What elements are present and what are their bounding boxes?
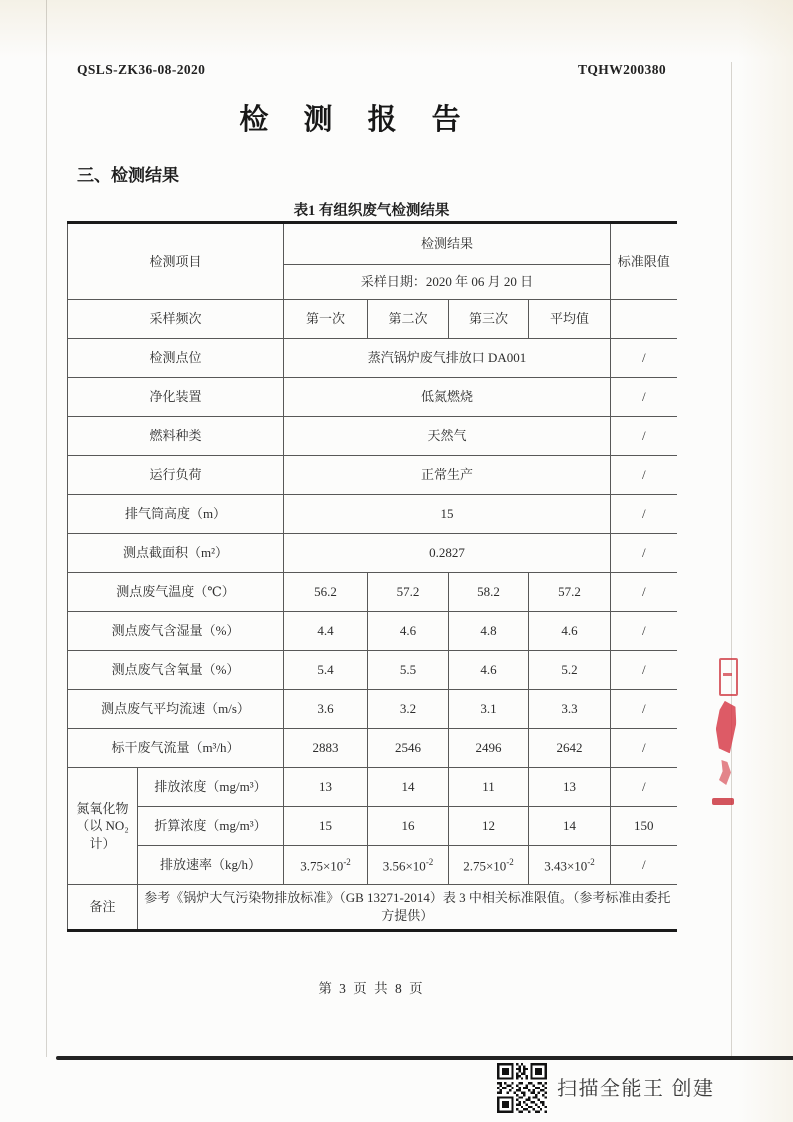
limit-cell: /	[611, 651, 677, 690]
value-cell: 2496	[449, 729, 529, 768]
row-label-cell: 测点废气温度（℃）	[68, 573, 284, 612]
scanner-watermark-text: 扫描全能王 创建	[557, 1078, 715, 1100]
limit-cell: /	[611, 417, 677, 456]
value-cell	[449, 846, 529, 885]
value-cell: 4.6	[449, 651, 529, 690]
info-row	[68, 339, 677, 378]
rate-base: 3.75×10	[300, 857, 344, 873]
value-cell: 11	[449, 768, 529, 807]
remark-text-cell: 参考《锅炉大气污染物排放标准》（GB 13271-2014）表 3 中相关标准限值。（参考标准由委托方提供）	[138, 885, 677, 931]
remark-label-cell: 备注	[68, 885, 138, 931]
frequency-cell: 平均值	[529, 300, 611, 339]
limit-cell: /	[611, 690, 677, 729]
value-cell: 2546	[368, 729, 449, 768]
page-number-indicator: 第 3 页 共 8 页	[318, 981, 425, 996]
value-cell: 58.2	[449, 573, 529, 612]
value-cell: 4.8	[449, 612, 529, 651]
row-label-cell: 测点废气含湿量（%）	[68, 612, 284, 651]
red-stamp-fragment	[712, 798, 734, 805]
page-fold-right	[731, 62, 732, 1057]
row-label-cell: 净化装置	[68, 378, 284, 417]
nox-group-line1: 氮氧化物	[76, 800, 129, 816]
rate-exponent: -2	[425, 856, 434, 867]
limit-cell: /	[611, 768, 677, 807]
row-label-cell: 排放速率（kg/h）	[138, 846, 284, 885]
limit-cell: /	[611, 495, 677, 534]
rate-exponent: -2	[343, 856, 351, 867]
nox-row	[68, 768, 677, 807]
row-label-cell: 测点废气平均流速（m/s）	[68, 690, 284, 729]
value-cell: 4.6	[529, 612, 611, 651]
value-cell: 3.6	[284, 690, 368, 729]
data-row	[68, 612, 677, 651]
results-table	[67, 221, 677, 932]
info-row	[68, 456, 677, 495]
value-cell: 15	[284, 807, 368, 846]
section-heading: 三、检测结果	[77, 166, 179, 185]
value-cell: 3.2	[368, 690, 449, 729]
limit-cell: /	[611, 378, 677, 417]
report-title: 检 测 报 告	[239, 104, 475, 136]
qr-code-icon	[497, 1063, 547, 1113]
value-cell: 3.1	[449, 690, 529, 729]
limit-cell: /	[611, 846, 677, 885]
data-row	[68, 651, 677, 690]
value-cell: 57.2	[368, 573, 449, 612]
info-row	[68, 378, 677, 417]
rate-exponent: -2	[587, 856, 595, 867]
value-cell: 正常生产	[284, 456, 611, 495]
value-cell: 56.2	[284, 573, 368, 612]
header-result-cell: 检测结果	[284, 223, 611, 265]
row-label-cell: 燃料种类	[68, 417, 284, 456]
value-cell: 2883	[284, 729, 368, 768]
nox-group-line2: （以 NO₂ 计）	[76, 818, 129, 851]
limit-cell: /	[611, 339, 677, 378]
value-cell: 14	[529, 807, 611, 846]
header-row	[68, 223, 677, 265]
row-label-cell: 排气筒高度（m）	[68, 495, 284, 534]
value-cell: 4.6	[368, 612, 449, 651]
value-cell: 13	[529, 768, 611, 807]
value-cell: 14	[368, 768, 449, 807]
nox-rate-row	[68, 846, 677, 885]
value-cell: 天然气	[284, 417, 611, 456]
nox-group-cell	[68, 768, 138, 885]
value-cell: 13	[284, 768, 368, 807]
header-limit-cell: 标准限值	[611, 223, 677, 300]
value-cell: 蒸汽锅炉废气排放口 DA001	[284, 339, 611, 378]
frequency-row	[68, 300, 677, 339]
page-edge-left	[46, 0, 47, 1057]
remark-row	[68, 885, 677, 931]
frequency-cell: 第三次	[449, 300, 529, 339]
limit-cell: /	[611, 729, 677, 768]
limit-cell: /	[611, 456, 677, 495]
red-stamp-fragment	[719, 658, 738, 696]
frequency-cell: 第一次	[284, 300, 368, 339]
red-stamp-fragment	[719, 760, 731, 785]
row-label-cell: 采样频次	[68, 300, 284, 339]
value-cell: 3.3	[529, 690, 611, 729]
info-row	[68, 534, 677, 573]
data-row	[68, 573, 677, 612]
value-cell	[529, 846, 611, 885]
row-label-cell: 排放浓度（mg/m³）	[138, 768, 284, 807]
frequency-cell: 第二次	[368, 300, 449, 339]
rate-base: 3.56×10	[382, 857, 426, 873]
row-label-cell: 检测点位	[68, 339, 284, 378]
value-cell: 16	[368, 807, 449, 846]
value-cell: 4.4	[284, 612, 368, 651]
info-row	[68, 417, 677, 456]
header-item-cell: 检测项目	[68, 223, 284, 300]
value-cell: 2642	[529, 729, 611, 768]
value-cell: 5.2	[529, 651, 611, 690]
sampling-date-cell: 采样日期：2020 年 06 月 20 日	[284, 265, 611, 300]
row-label-cell: 测点废气含氧量（%）	[68, 651, 284, 690]
scan-tint-right	[738, 0, 793, 1122]
value-cell: 15	[284, 495, 611, 534]
limit-cell: /	[611, 534, 677, 573]
limit-cell: 150	[611, 807, 677, 846]
scan-tint-top	[0, 0, 793, 58]
value-cell	[284, 846, 368, 885]
value-cell: 低氮燃烧	[284, 378, 611, 417]
value-cell	[368, 846, 449, 885]
value-cell: 5.4	[284, 651, 368, 690]
limit-cell: /	[611, 573, 677, 612]
value-cell: 5.5	[368, 651, 449, 690]
page-edge-bottom	[56, 1056, 793, 1060]
row-label-cell: 标干废气流量（m³/h）	[68, 729, 284, 768]
info-row	[68, 495, 677, 534]
limit-cell: /	[611, 612, 677, 651]
row-label-cell: 运行负荷	[68, 456, 284, 495]
table-title: 表1 有组织废气检测结果	[293, 203, 450, 219]
rate-base: 2.75×10	[463, 857, 507, 873]
rate-exponent: -2	[506, 856, 514, 867]
row-label-cell: 折算浓度（mg/m³）	[138, 807, 284, 846]
data-row	[68, 729, 677, 768]
row-label-cell: 测点截面积（m²）	[68, 534, 284, 573]
value-cell: 0.2827	[284, 534, 611, 573]
limit-cell	[611, 300, 677, 339]
nox-row	[68, 807, 677, 846]
data-row	[68, 690, 677, 729]
rate-base: 3.43×10	[544, 857, 588, 873]
value-cell: 12	[449, 807, 529, 846]
red-stamp-fragment	[714, 700, 738, 753]
value-cell: 57.2	[529, 573, 611, 612]
doc-code: QSLS-ZK36-08-2020	[77, 62, 206, 77]
report-number: TQHW200380	[578, 62, 667, 77]
